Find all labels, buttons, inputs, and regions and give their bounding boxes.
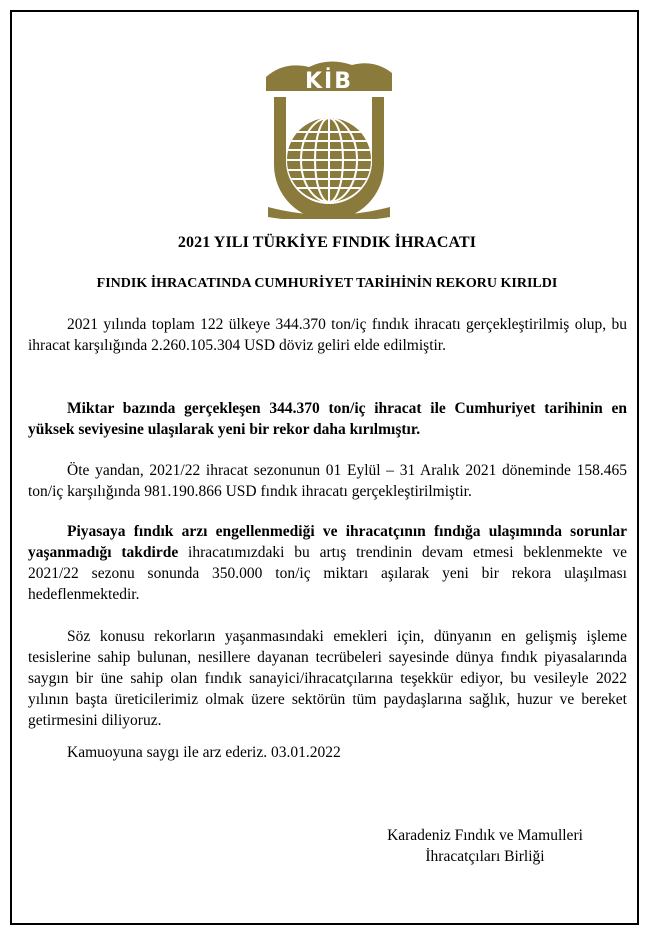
paragraph-4-bold: Piyasaya fındık arzı engellenmediği ve ihracatçının fındığa ulaşımında sorunlar yaşanmadığı takdirde [28, 523, 627, 561]
paragraph-3: Öte yandan, 2021/22 ihracat sezonunun 01 Eylül – 31 Aralık 2021 döneminde 158.465 ton/iç karşılığında 981.190.866 USD fındık ihracatı gerçekleştirilmiştir. [28, 462, 627, 500]
svg-text:KİB: KİB [304, 69, 354, 94]
kib-logo [264, 57, 394, 219]
signature-line-1: Karadeniz Fındık ve Mamulleri [387, 827, 583, 844]
document-subtitle: FINDIK İHRACATINDA CUMHURİYET TARİHİNİN REKORU KIRILDI [96, 276, 558, 291]
signature-line-2: İhracatçıları Birliği [425, 848, 545, 865]
document-title: 2021 YILI TÜRKİYE FINDIK İHRACATI [177, 234, 477, 251]
paragraph-4-rest: ihracatımızdaki bu artış trendinin devam etmesi beklenmekte ve 2021/22 sezonu sonunda 350.000 ton/iç miktarı aşılarak yeni bir rekora ulaşılması hedeflenmektedir. [28, 544, 627, 603]
paragraph-2: Miktar bazında gerçekleşen 344.370 ton/iç ihracat ile Cumhuriyet tarihinin en yüksek seviyesine ulaşılarak yeni bir rekor daha kırılmıştır. [28, 400, 627, 438]
closing-line: Kamuoyuna saygı ile arz ederiz. 03.01.2022 [67, 744, 341, 761]
paragraph-4 [28, 521, 627, 605]
paragraph-1: 2021 yılında toplam 122 ülkeye 344.370 ton/iç fındık ihracatı gerçekleştirilmiş olup, bu ihracat karşılığında 2.260.105.304 USD döviz geliri elde edilmiştir. [28, 316, 627, 354]
paragraph-5: Söz konusu rekorların yaşanmasındaki emekleri için, dünyanın en gelişmiş işleme tesislerine sahip bulunan, nesillere dayanan tecrübeleri sayesinde dünya fındık piyasalarında saygın bir üne sahip olan fındık sanayici/ihracatçılarına teşekkür ediyor, bu vesileyle 2022 yılının başta üreticilerimiz olmak üzere sektörün tüm paydaşlarına sağlık, huzur ve bereket getirmesini diliyoruz. [28, 628, 627, 729]
